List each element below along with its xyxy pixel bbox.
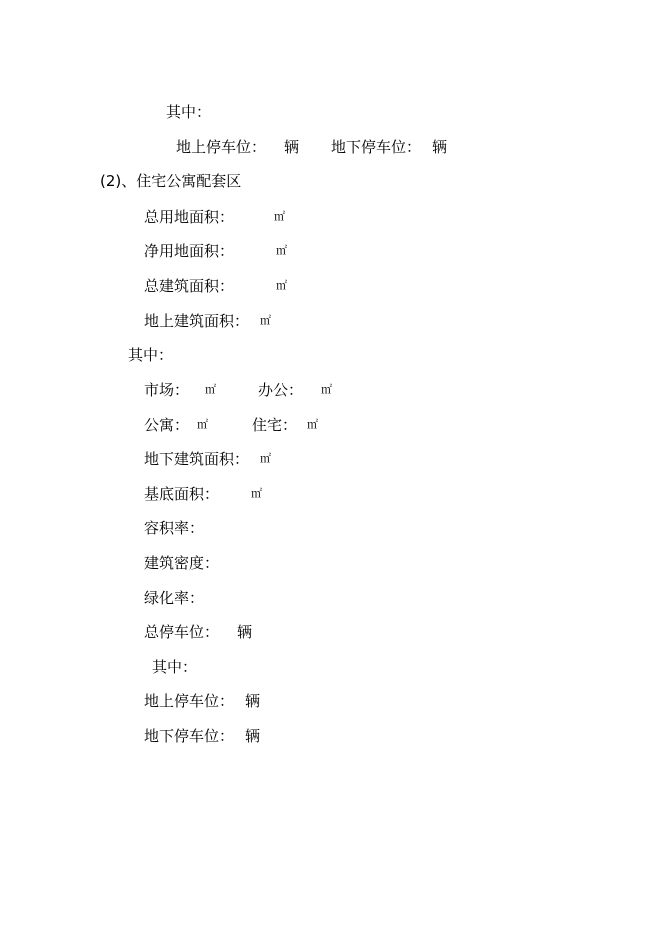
- qizhong-label-1: 其中：: [166, 103, 212, 121]
- base-area-unit: ㎡: [251, 487, 262, 500]
- below-building-area-label: 地下建筑面积：: [144, 450, 250, 468]
- section-heading: (2)、住宅公寓配套区: [100, 172, 242, 190]
- total-parking-unit: 辆: [237, 623, 253, 641]
- office-unit: ㎡: [321, 383, 332, 396]
- above-parking-unit-1: 辆: [284, 138, 300, 156]
- net-land-area-label: 净用地面积：: [144, 242, 235, 260]
- total-parking-label: 总停车位：: [144, 623, 220, 641]
- residence-label: 住宅：: [252, 416, 298, 434]
- density-label: 建筑密度：: [144, 554, 220, 572]
- total-building-area-label: 总建筑面积：: [144, 277, 235, 295]
- above-parking-label-1: 地上停车位：: [176, 138, 267, 156]
- apartment-unit: ㎡: [197, 418, 208, 431]
- below-parking-unit-2: 辆: [245, 727, 261, 745]
- total-building-area-unit: ㎡: [276, 279, 287, 292]
- below-parking-label-2: 地下停车位：: [144, 727, 235, 745]
- base-area-label: 基底面积：: [144, 485, 220, 503]
- qizhong-label-3: 其中：: [152, 658, 198, 676]
- above-building-area-unit: ㎡: [260, 314, 271, 327]
- qizhong-label-2: 其中：: [128, 346, 174, 364]
- above-building-area-label: 地上建筑面积：: [144, 312, 250, 330]
- total-land-area-label: 总用地面积：: [144, 208, 235, 226]
- above-parking-unit-2: 辆: [245, 692, 261, 710]
- total-land-area-unit: ㎡: [274, 210, 285, 223]
- below-parking-label-1: 地下停车位：: [331, 138, 422, 156]
- above-parking-label-2: 地上停车位：: [144, 692, 235, 710]
- below-building-area-unit: ㎡: [260, 452, 271, 465]
- far-label: 容积率：: [144, 519, 205, 537]
- green-rate-label: 绿化率：: [144, 589, 205, 607]
- market-label: 市场：: [144, 381, 190, 399]
- apartment-label: 公寓：: [144, 416, 190, 434]
- residence-unit: ㎡: [307, 418, 318, 431]
- below-parking-unit-1: 辆: [432, 138, 448, 156]
- net-land-area-unit: ㎡: [276, 244, 287, 257]
- office-label: 办公：: [258, 381, 304, 399]
- market-unit: ㎡: [205, 383, 216, 396]
